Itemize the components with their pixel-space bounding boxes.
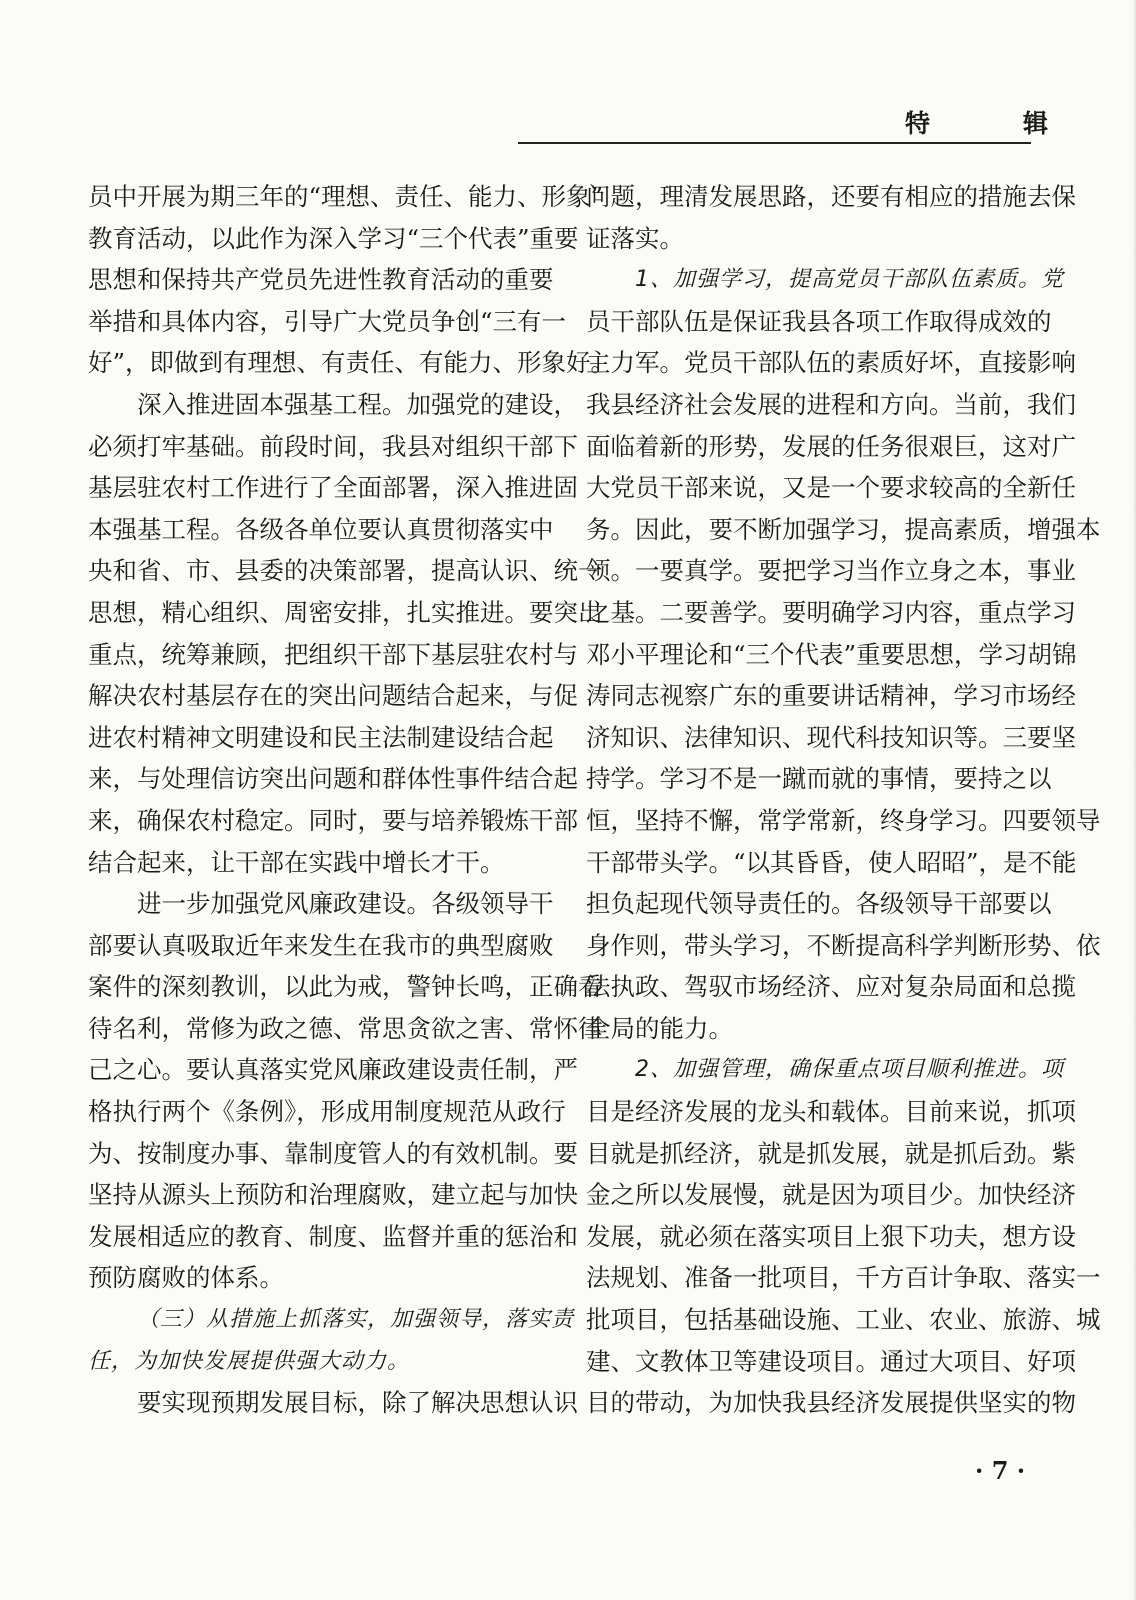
text-line: 必须打牢基础。前段时间，我县对组织干部下 [88,431,578,461]
text-line: 员干部队伍是保证我县各项工作取得成效的 [586,306,1052,336]
text-line: 建、文教体卫等建设项目。通过大项目、好项 [586,1346,1076,1376]
text-line: 全局的能力。 [586,1013,733,1043]
text-line: 发展，就必须在落实项目上狠下功夫，想方设 [586,1221,1076,1251]
text-line: 己之心。要认真落实党风廉政建设责任制，严 [88,1055,578,1085]
text-line: 金之所以发展慢，就是因为项目少。加快经济 [586,1180,1076,1210]
text-line: 担负起现代领导责任的。各级领导干部要以 [586,889,1052,919]
text-line: 要实现预期发展目标，除了解决思想认识 [137,1388,578,1418]
text-line: 来，与处理信访突出问题和群体性事件结合起 [88,764,578,794]
text-line: 结合起来，让干部在实践中增长才干。 [88,847,505,877]
text-line: 基层驻农村工作进行了全面部署，深入推进固 [88,473,578,503]
text-line: （三）从措施上抓落实，加强领导，落实责 [137,1307,575,1333]
text-line: 领。一要真学。要把学习当作立身之本，事业 [586,556,1076,586]
text-line: 央和省、市、县委的决策部署，提高认识、统一 [88,556,603,586]
text-line: 法规划、准备一批项目，千方百计争取、落实一 [586,1263,1101,1293]
text-line: 济知识、法律知识、现代科技知识等。三要坚 [586,722,1076,752]
text-line: 法执政、驾驭市场经济、应对复杂局面和总揽 [586,972,1076,1002]
left-column [88,176,616,1424]
text-line: 面临着新的形势，发展的任务很艰巨，这对广 [586,431,1076,461]
text-line: 任，为加快发展提供强大动力。 [88,1348,411,1374]
text-line: 之基。二要善学。要明确学习内容，重点学习 [586,597,1076,627]
text-line: 证落实。 [586,223,684,253]
text-line: 重点，统筹兼顾，把组织干部下基层驻农村与 [88,639,578,669]
text-line: 部要认真吸取近年来发生在我市的典型腐败 [88,930,554,960]
header-rule [518,142,1031,144]
text-line: 解决农村基层存在的突出问题结合起来，与促 [88,681,578,711]
text-line: 干部带头学。“以其昏昏，使人昭昭”，是不能 [586,847,1077,877]
text-line: 待名利，常修为政之德、常思贪欲之害、常怀律 [88,1013,603,1043]
page-number: · 7 · [975,1456,1026,1485]
text-line: 目的带动，为加快我县经济发展提供坚实的物 [586,1388,1076,1418]
text-line: 来，确保农村稳定。同时，要与培养锻炼干部 [88,805,578,835]
section-title: 特 辑 [905,109,1083,138]
scan-edge [1132,0,1136,1600]
text-line: 教育活动，以此作为深入学习“三个代表”重要 [88,223,579,253]
text-line: 持学。学习不是一蹴而就的事情，要持之以 [586,764,1052,794]
right-column [586,176,1101,1424]
text-line: 本强基工程。各级各单位要认真贯彻落实中 [88,514,554,544]
text-line: 举措和具体内容，引导广大党员争创“三有一 [88,306,567,336]
text-line: 邓小平理论和“三个代表”重要思想，学习胡锦 [586,639,1077,669]
text-line: 案件的深刻教训，以此为戒，警钟长鸣，正确看 [88,972,603,1002]
text-line: 坚持从源头上预防和治理腐败，建立起与加快 [88,1180,578,1210]
text-line: 务。因此，要不断加强学习，提高素质，增强本 [586,514,1101,544]
text-line: 员中开展为期三年的“理想、责任、能力、形象” [88,182,604,211]
text-line: 发展相适应的教育、制度、监督并重的惩治和 [88,1221,578,1251]
text-line: 思想，精心组织、周密安排，扎实推进。要突出 [88,597,603,627]
text-line: 好”，即做到有理想、有责任、有能力、形象好。 [88,348,616,378]
text-line: 2、加强管理，确保重点项目顺利推进。项 [635,1057,1064,1083]
text-line: 批项目，包括基础设施、工业、农业、旅游、城 [586,1305,1101,1335]
text-line: 为、按制度办事、靠制度管人的有效机制。要 [88,1138,578,1168]
text-line: 思想和保持共产党员先进性教育活动的重要 [88,265,554,295]
text-line: 主力军。党员干部队伍的素质好坏，直接影响 [586,348,1076,378]
text-line: 进一步加强党风廉政建设。各级领导干 [137,889,554,919]
text-line: 预防腐败的体系。 [88,1263,284,1293]
text-line: 进农村精神文明建设和民主法制建设结合起 [88,722,554,752]
text-line: 涛同志视察广东的重要讲话精神，学习市场经 [586,681,1076,711]
text-line: 大党员干部来说，又是一个要求较高的全新任 [586,473,1076,503]
text-line: 恒，坚持不懈，常学常新，终身学习。四要领导 [586,805,1101,835]
text-line: 我县经济社会发展的进程和方向。当前，我们 [586,389,1076,419]
text-line: 身作则，带头学习，不断提高科学判断形势、依 [586,930,1101,960]
text-line: 问题，理清发展思路，还要有相应的措施去保 [586,182,1076,211]
text-line: 深入推进固本强基工程。加强党的建设， [137,389,578,419]
text-line: 格执行两个《条例》，形成用制度规范从政行 [88,1097,566,1127]
text-line: 目就是抓经济，就是抓发展，就是抓后劲。紫 [586,1138,1076,1168]
text-line: 目是经济发展的龙头和载体。目前来说，抓项 [586,1097,1076,1127]
text-line: 1、加强学习，提高党员干部队伍素质。党 [635,267,1064,293]
